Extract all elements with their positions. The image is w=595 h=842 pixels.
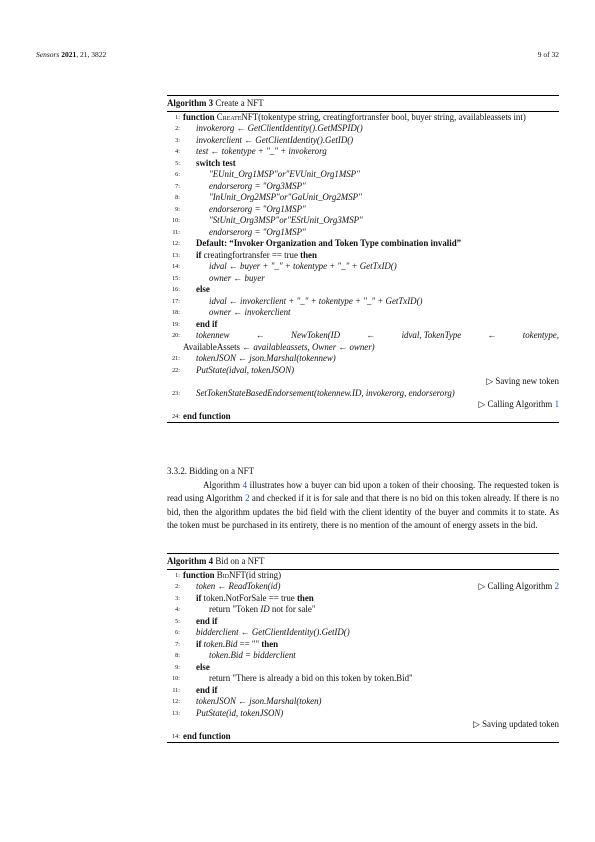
- line-number: 12:: [172, 698, 180, 705]
- algorithm-line: 3: if token.NotForSale == true then: [167, 593, 559, 605]
- algorithm-line: 16: else: [167, 284, 559, 296]
- algorithm-line: 12: tokenJSON ← json.Marshal(token): [167, 696, 559, 708]
- algorithm-4-title: [167, 554, 559, 569]
- algorithm-line: 22: PutState(idval, tokenJSON): [167, 365, 559, 377]
- algorithm-line: 18: owner ← invokerclient: [167, 307, 559, 319]
- line-number: 6:: [175, 171, 180, 178]
- line-number: 12:: [172, 240, 180, 247]
- line-number: 13:: [172, 709, 180, 717]
- algorithm-comment: ▷ Saving updated token: [473, 719, 559, 729]
- line-number: 7:: [175, 182, 180, 190]
- line-number: 8:: [175, 652, 180, 659]
- body-paragraph: [167, 479, 559, 533]
- algorithm-line: 7: if token.Bid == "" then: [167, 639, 559, 651]
- algorithm-line: 15: owner ← buyer: [167, 273, 559, 285]
- line-number: 24:: [172, 412, 180, 420]
- line-number: 3:: [175, 136, 180, 144]
- line-number: 16:: [172, 286, 180, 293]
- line-number: 2:: [175, 583, 180, 590]
- line-number: 14:: [172, 732, 180, 740]
- algorithm-comment: ▷ Calling Algorithm 1: [478, 399, 559, 409]
- algorithm-line: 12: Default: “Invoker Organization and Token Type combination invalid”: [167, 238, 559, 250]
- algorithm-4-body: [167, 570, 559, 743]
- journal-year: 2021: [61, 50, 77, 59]
- section-title: Bidding on a NFT: [189, 466, 255, 476]
- line-number: 5:: [175, 159, 180, 167]
- section-number: 3.3.2.: [167, 466, 187, 476]
- algorithm-line: 4: test ← tokentype + "_" + invokerorg: [167, 146, 559, 158]
- line-number: 10:: [172, 675, 180, 682]
- line-number: 21:: [172, 355, 180, 362]
- algorithm-line: 23: SetTokenStateBasedEndorsement(tokennew.ID, invokerorg, endorserorg): [167, 388, 559, 400]
- algorithm-line: 17: idval ← invokerclient + "_" + tokentype + "_" + GetTxID(): [167, 296, 559, 308]
- algorithm-line: 21: tokenJSON ← json.Marshal(tokennew): [167, 353, 559, 365]
- algorithm-line: 13: if creatingfortransfer == true then: [167, 250, 559, 262]
- algorithm-line: 6: "EUnit_Org1MSP"or"EVUnit_Org1MSP": [167, 169, 559, 181]
- line-number: 23:: [172, 389, 180, 397]
- algorithm-line: 8: "InUnit_Org2MSP"or"GaUnit_Org2MSP": [167, 192, 559, 204]
- line-number: 8:: [175, 194, 180, 201]
- line-number: 4:: [175, 606, 180, 613]
- line-number: 2:: [175, 125, 180, 132]
- algorithm-line: 20: tokennew ← NewToken(ID ← idval, TokenType ← tokentype,: [167, 330, 559, 342]
- line-number: 4:: [175, 148, 180, 155]
- algorithm-title-text: Create a NFT: [215, 98, 264, 108]
- line-number: 17:: [172, 297, 180, 305]
- journal-volume: , 21, 3822: [76, 50, 107, 59]
- algorithm-line: 6: bidderclient ← GetClientIdentity().GetID(): [167, 627, 559, 639]
- line-number: 3:: [175, 594, 180, 602]
- algorithm-line: 5: switch test: [167, 158, 559, 170]
- line-number: 6:: [175, 629, 180, 636]
- line-number: 15:: [172, 274, 180, 282]
- algorithm-title-text: Bid on a NFT: [215, 556, 265, 566]
- algorithm-line: 14: end function: [167, 731, 559, 743]
- algorithm-label: Algorithm 4: [167, 556, 214, 566]
- running-header-citation: [36, 50, 106, 59]
- algorithm-line: 1: function CreateNFT(tokentype string, creatingfortransfer bool, buyer string, availableassets int): [167, 112, 559, 124]
- algorithm-line: 10: "StUnit_Org3MSP"or"EStUnit_Org3MSP": [167, 215, 559, 227]
- line-number: 20:: [172, 332, 180, 339]
- algorithm-line: 9: else: [167, 662, 559, 674]
- algorithm-line: 9: endorserorg = "Org1MSP": [167, 204, 559, 216]
- page-number: 9 of 32: [537, 50, 559, 59]
- line-number: 1:: [175, 113, 180, 121]
- algorithm-line-continuation: AvailableAssets ← availableassets, Owner ← owner): [183, 341, 375, 352]
- algorithm-3-title: [167, 96, 559, 111]
- line-number: 11:: [172, 686, 180, 694]
- algorithm-label: Algorithm 3: [167, 98, 214, 108]
- algorithm-line: 24: end function: [167, 411, 559, 423]
- line-number: 19:: [172, 320, 180, 328]
- journal-name: Sensors: [36, 50, 60, 59]
- line-number: 5:: [175, 617, 180, 625]
- algorithm-line: 4: return "Token ID not for sale": [167, 604, 559, 616]
- paragraph-text: Algorithm 4 illustrates how a buyer can bid upon a token of their choosing. The requested token is read using Algorithm 2 and checked if it is for sale and that there is no bid on this token already. If there is no bid, then the algorithm updates the bid field with the client identity of the buyer and commits it to state. As the token must be purchased in its entirety, there is no mention of the amount of energy assets in the bid.: [167, 480, 559, 531]
- algorithm-line: 7: endorserorg = "Org3MSP": [167, 181, 559, 193]
- line-number: 18:: [172, 309, 180, 316]
- algorithm-line: 8: token.Bid = bidderclient: [167, 650, 559, 662]
- line-number: 1:: [175, 571, 180, 579]
- algorithm-line: 14: idval ← buyer + "_" + tokentype + "_" + GetTxID(): [167, 261, 559, 273]
- line-number: 11:: [172, 228, 180, 236]
- algorithm-line: 19: end if: [167, 319, 559, 331]
- algorithm-line: 2: invokerorg ← GetClientIdentity().GetMSPID(): [167, 123, 559, 135]
- line-number: 13:: [172, 251, 180, 259]
- algorithm-line: 10: return "There is already a bid on this token by token.Bid": [167, 673, 559, 685]
- line-number: 10:: [172, 217, 180, 224]
- line-number: 9:: [175, 205, 180, 213]
- algorithm-line: 1: function BidNFT(id string): [167, 570, 559, 582]
- section-heading: [167, 466, 254, 476]
- algorithm-3-box: [167, 95, 559, 423]
- algorithm-line: 3: invokerclient ← GetClientIdentity().GetID(): [167, 135, 559, 147]
- algorithm-line: 5: end if: [167, 616, 559, 628]
- line-number: 22:: [172, 366, 180, 374]
- algorithm-comment: ▷ Saving new token: [486, 376, 559, 386]
- line-number: 7:: [175, 640, 180, 648]
- algorithm-comment: ▷ Calling Algorithm 2: [478, 581, 559, 591]
- algorithm-4-box: [167, 553, 559, 743]
- line-number: 14:: [172, 263, 180, 270]
- algorithm-line: 2: token ← ReadToken(id) ▷ Calling Algorithm 2: [167, 581, 559, 593]
- algorithm-line: 11: endorserorg = "Org1MSP": [167, 227, 559, 239]
- algorithm-line: 11: end if: [167, 685, 559, 697]
- line-number: 9:: [175, 663, 180, 671]
- algorithm-line: 13: PutState(id, tokenJSON): [167, 708, 559, 720]
- algorithm-3-body: [167, 112, 559, 423]
